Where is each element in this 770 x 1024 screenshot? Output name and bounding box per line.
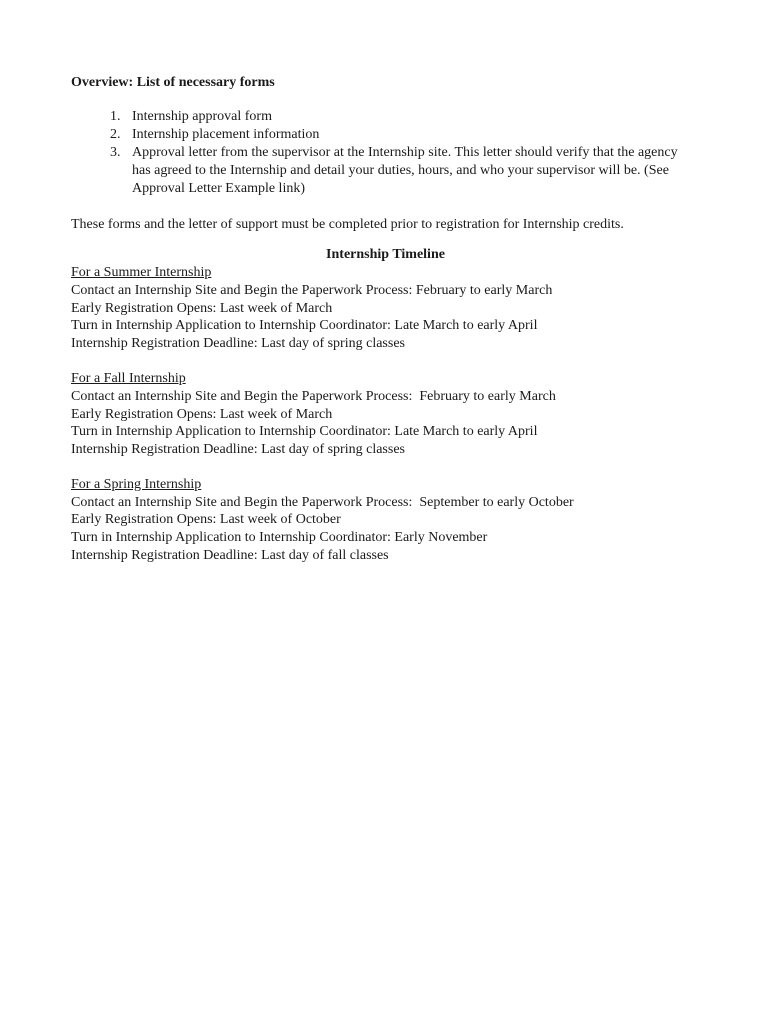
list-item-number: 1. (110, 109, 121, 124)
section-title: For a Spring Internship (71, 476, 202, 492)
timeline-line: Early Registration Opens: Last week of October (71, 512, 341, 528)
timeline-line: Internship Registration Deadline: Last day of spring classes (71, 441, 405, 457)
document-page (71, 74, 691, 564)
timeline-title: Internship Timeline (326, 247, 445, 262)
list-item (71, 144, 691, 198)
fall-internship-section (71, 370, 691, 459)
timeline-line: Internship Registration Deadline: Last day of fall classes (71, 547, 389, 563)
list-item-text: Internship approval form (132, 109, 272, 124)
timeline-line: Contact an Internship Site and Begin the Paperwork Process: September to early October (71, 494, 574, 510)
timeline-line: Turn in Internship Application to Internship Coordinator: Early November (71, 530, 488, 546)
timeline-line: Turn in Internship Application to Internship Coordinator: Late March to early April (71, 424, 538, 440)
timeline-line: Turn in Internship Application to Internship Coordinator: Late March to early April (71, 318, 538, 334)
list-item (71, 126, 691, 144)
list-item-text: Approval letter from the supervisor at the Internship site. This letter should verify that the agency has agreed to the Internship and detail your duties, hours, and who your supervisor will be. (See Approval Letter Example link) (132, 145, 678, 196)
section-title: For a Fall Internship (71, 370, 186, 386)
summer-internship-section (71, 264, 691, 353)
timeline-line: Contact an Internship Site and Begin the Paperwork Process: February to early March (71, 283, 553, 298)
section-title: For a Summer Internship (71, 265, 212, 280)
list-item-number: 2. (110, 127, 121, 142)
timeline-line: Early Registration Opens: Last week of March (71, 406, 333, 422)
list-item (71, 108, 691, 126)
list-item-text: Internship placement information (132, 127, 320, 142)
list-item-number: 3. (110, 145, 121, 160)
timeline-line: Internship Registration Deadline: Last day of spring classes (71, 336, 405, 352)
timeline-line: Contact an Internship Site and Begin the Paperwork Process: February to early March (71, 388, 556, 404)
forms-list (71, 108, 691, 198)
spring-internship-section (71, 476, 691, 565)
timeline-line: Early Registration Opens: Last week of March (71, 300, 333, 316)
forms-note: These forms and the letter of support must be completed prior to registration for Internship credits. (71, 217, 624, 232)
overview-heading: Overview: List of necessary forms (71, 75, 275, 90)
